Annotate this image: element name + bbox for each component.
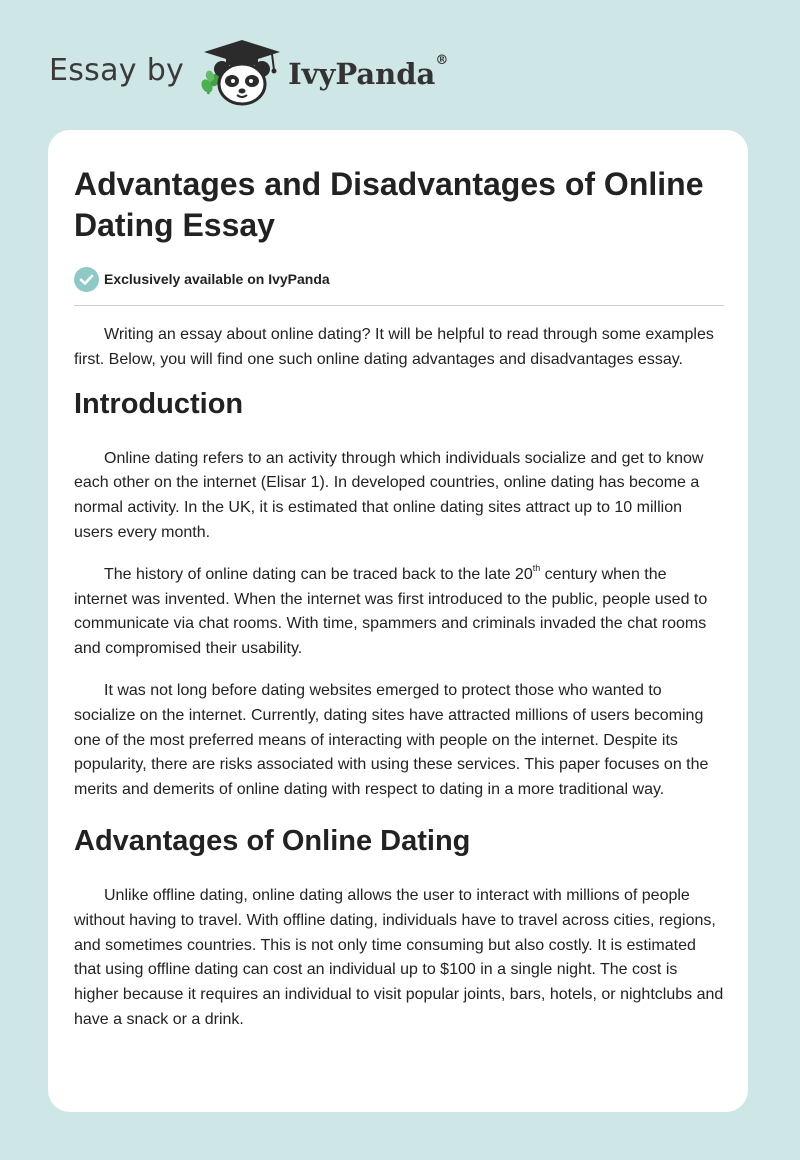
section-introduction bbox=[74, 386, 724, 803]
brand-logo-link[interactable] bbox=[198, 36, 448, 108]
exclusive-badge-label: Exclusively available on IvyPanda bbox=[104, 271, 330, 287]
section-advantages bbox=[74, 823, 724, 1033]
paragraph-text: The history of online dating can be traced back to the late 20 bbox=[104, 565, 533, 583]
check-circle-icon bbox=[74, 267, 99, 292]
panda-graduate-icon bbox=[198, 36, 286, 108]
paragraph: It was not long before dating websites emerged to protect those who wanted to socialize on the internet. Currently, dating sites have attracted millions of users becoming one of the most preferred means of interacting with people on the internet. Despite its popularity, there are risks associated with using these services. This paper focuses on the merits and demerits of online dating with respect to dating in a more traditional way. bbox=[74, 681, 709, 799]
intro-paragraph: Writing an essay about online dating? It will be helpful to read through some examples first. Below, you will find one such online dating advantages and disadvantages essay. bbox=[74, 326, 714, 368]
essay-content bbox=[74, 164, 724, 1033]
title-divider bbox=[74, 305, 724, 306]
site-header bbox=[49, 36, 448, 108]
ordinal-suffix: th bbox=[532, 563, 541, 574]
registered-mark: ® bbox=[435, 53, 449, 68]
paragraph: Unlike offline dating, online dating allows the user to interact with millions of people without having to travel. With offline dating, individuals have to travel across cities, regions, and sometimes countries. This is not only time consuming but also costly. It is estimated that using offline dating can cost an individual up to $100 in a single night. The cost is higher because it requires an individual to visit popular joints, bars, hotels, or nightclubs and have a snack or a drink. bbox=[74, 886, 724, 1028]
paragraph bbox=[74, 563, 724, 662]
brand-prefix: Essay by bbox=[49, 52, 185, 88]
brand-name-text: IvyPanda bbox=[288, 57, 436, 91]
paragraph-text: century when the internet was invented. When the internet was first introduced to the public, people used to communicate via chat rooms. With time, spammers and criminals invaded the chat rooms and compromised their usability. bbox=[74, 565, 708, 658]
section-heading: Advantages of Online Dating bbox=[74, 824, 471, 857]
essay-title: Advantages and Disadvantages of Online Dating Essay bbox=[74, 166, 704, 243]
section-heading: Introduction bbox=[74, 387, 244, 420]
essay-card bbox=[48, 130, 748, 1112]
exclusive-badge bbox=[74, 266, 724, 292]
paragraph: Online dating refers to an activity through which individuals socialize and get to know each other on the internet (Elisar 1). In developed countries, online dating has become a normal activity. In the UK, it is estimated that online dating sites attract up to 10 million users every month. bbox=[74, 449, 704, 541]
brand-name bbox=[288, 53, 449, 91]
